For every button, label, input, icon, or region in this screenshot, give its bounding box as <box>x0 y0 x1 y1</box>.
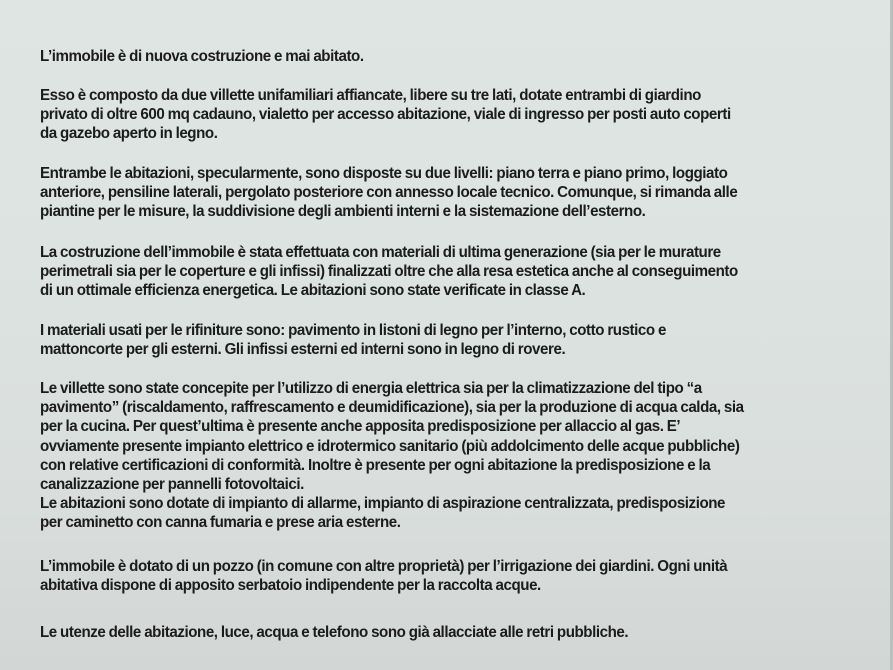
text-line: L’immobile è dotato di un pozzo (in comune con altre proprietà) per l’irrigazione dei giardini. Ogni unità <box>40 558 728 575</box>
text-line: I materiali usati per le rifiniture sono: pavimento in listoni di legno per l’interno, cotto rustico e <box>40 322 666 339</box>
text-line: Le villette sono state concepite per l’utilizzo di energia elettrica sia per la climatizzazione del tipo “a <box>40 380 702 397</box>
paragraph-composition <box>40 86 731 144</box>
text-line: piantine per le misure, la suddivisione degli ambienti interni e la sistemazione dell’esterno. <box>40 203 646 221</box>
text-line: pavimento” (riscaldamento, raffrescamento e deumidificazione), sia per la produzione di acqua calda, sia <box>40 399 744 417</box>
paragraph-materials <box>40 321 666 359</box>
text-line: per la cucina. Per quest’ultima è presente anche apposita predisposizione per allaccio al gas. E’ <box>40 418 681 436</box>
text-line: ovviamente presente impianto elettrico e idrotermico sanitario (più addolcimento delle acque pubbliche) <box>40 437 740 455</box>
text-line: Le utenze delle abitazione, luce, acqua e telefono sono già allacciate alle retri pubbliche. <box>40 624 629 641</box>
text-line: da gazebo aperto in legno. <box>40 125 218 143</box>
paragraph-utilities <box>40 623 628 642</box>
text-line: Esso è composto da due villette unifamiliari affiancate, libere su tre lati, dotate entrambi di giardino <box>40 87 701 104</box>
text-line: Entrambe le abitazioni, specularmente, sono disposte su due livelli: piano terra e piano primo, loggiato <box>40 165 728 182</box>
text-line: mattoncorte per gli esterni. Gli infissi esterni ed interni sono in legno di rovere. <box>40 341 566 359</box>
paragraph-intro <box>40 47 364 66</box>
paragraph-construction <box>40 243 738 301</box>
text-line: L’immobile è di nuova costruzione e mai abitato. <box>40 48 364 65</box>
text-line: privato di oltre 600 mq cadauno, vialetto per accesso abitazione, viale di ingresso per posti auto coperti <box>40 106 731 124</box>
text-line: La costruzione dell’immobile è stata effettuata con materiali di ultima generazione (sia per le murature <box>40 244 721 261</box>
text-line: con relative certificazioni di conformità. Inoltre è presente per ogni abitazione la predisposizione e la <box>40 456 711 474</box>
text-line: di un ottimale efficienza energetica. Le abitazioni sono state verificate in classe A. <box>40 282 586 300</box>
paragraph-layout <box>40 164 737 222</box>
text-line: Le abitazioni sono dotate di impianto di allarme, impianto di aspirazione centralizzata, predisposizione <box>40 495 726 513</box>
text-line: anteriore, pensiline laterali, pergolato posteriore con annesso locale tecnico. Comunque, si rimanda alle <box>40 184 738 202</box>
paragraph-systems <box>40 379 744 533</box>
text-line: canalizzazione per pannelli fotovoltaici. <box>40 476 304 494</box>
paragraph-well <box>40 557 727 595</box>
text-line: per caminetto con canna fumaria e prese aria esterne. <box>40 514 401 532</box>
text-line: abitativa dispone di apposito serbatoio indipendente per la raccolta acque. <box>40 577 541 595</box>
text-line: perimetrali sia per le coperture e gli infissi) finalizzati oltre che alla resa estetica anche al conseguimento <box>40 263 738 281</box>
